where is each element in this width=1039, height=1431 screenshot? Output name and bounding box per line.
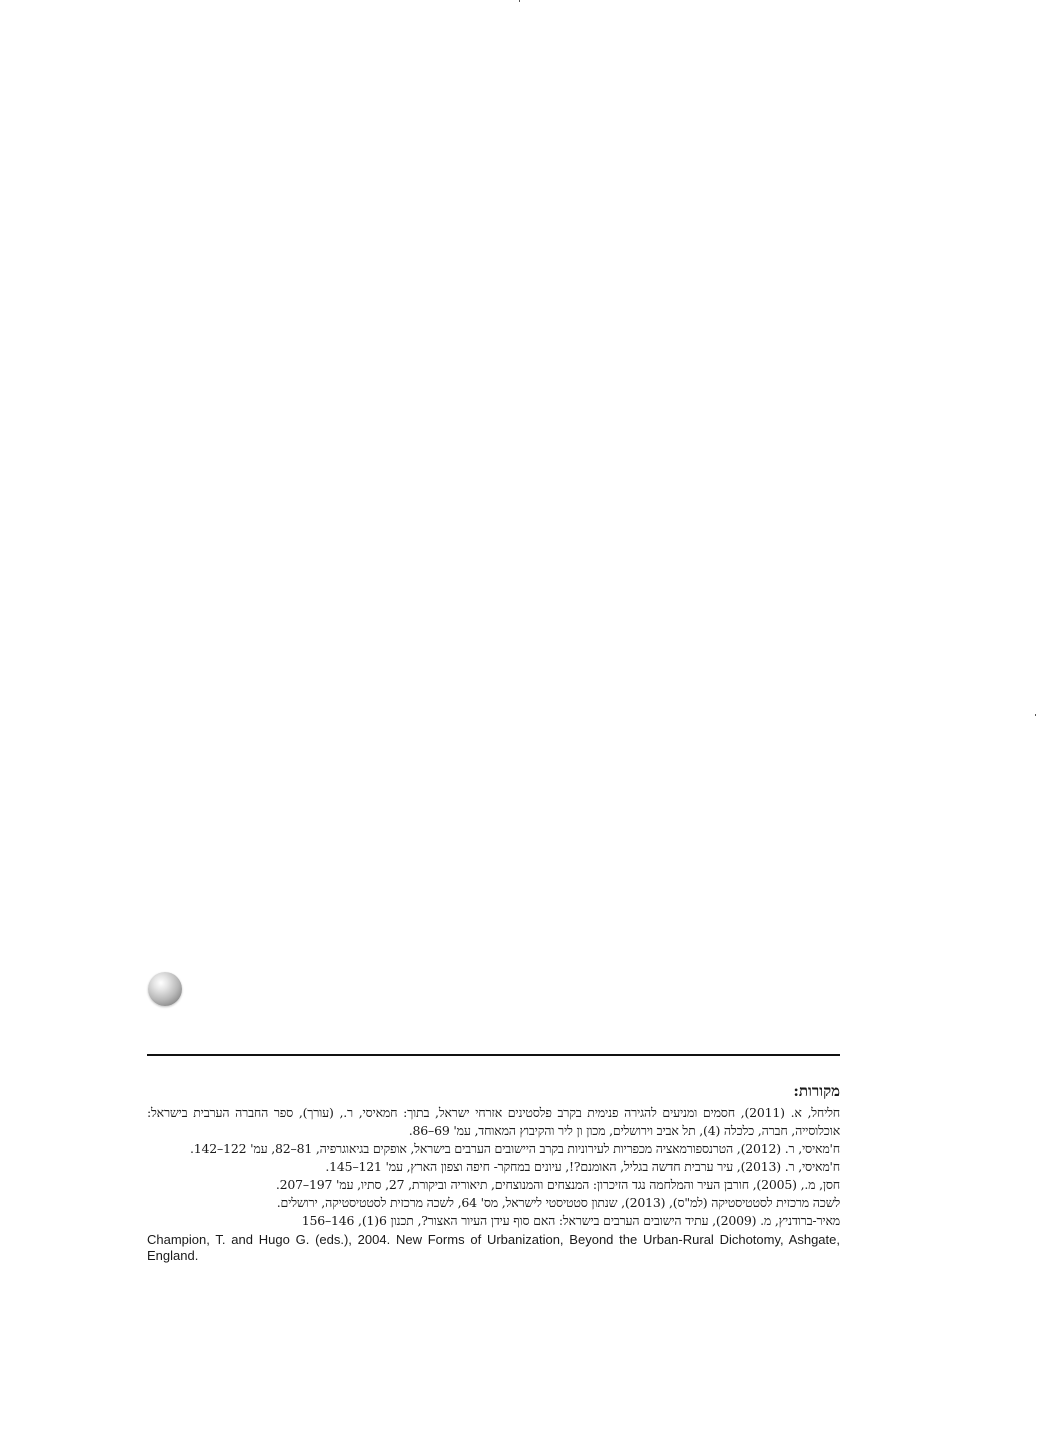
decorative-sphere-icon [148, 972, 182, 1006]
reference-item: ח'מאיסי, ר. (2013), עיר ערבית חדשה בגליל, האומנם?!, עיונים במחקר- חיפה וצפון הארץ, עמ' 121–145. [325, 1159, 840, 1174]
reference-item: חליחל, א. (2011), חסמים ומניעים להגירה פנימית בקרב פלסטינים אזרחי ישראל, בתוך: חמאיסי, ר., (עורך), ספר החברה הערבית בישראל: אוכלוסייה, חברה, כלכלה (4), תל אביב וירושלים, מכון ון ליר והקיבוץ המאוחד, עמ' 69–86. [147, 1105, 841, 1138]
references-list [147, 1104, 840, 1264]
scan-mark-top [519, 0, 520, 2]
reference-item: מאיר-ברודניץ, מ. (2009), עתיד הישובים הערבים בישראל: האם סוף עידן העיור האצור?, תכנון 6(1), 146–156 [301, 1213, 840, 1228]
reference-item: ח'מאיסי, ר. (2012), הטרנספורמאציה מכפריות לעירוניות בקרב היישובים הערבים בישראל, אופקים בגיאוגרפיה, 81–82, עמ' 122–142. [189, 1141, 840, 1156]
references-section [147, 1080, 840, 1264]
section-divider [147, 1054, 840, 1056]
references-title: מקורות: [793, 1082, 840, 1100]
scan-mark-right [1035, 714, 1036, 716]
reference-item-english: Champion, T. and Hugo G. (eds.), 2004. New Forms of Urbanization, Beyond the Urban-Rural Dichotomy, Ashgate, England. [147, 1232, 840, 1263]
reference-item: לשכה מרכזית לסטטיסטיקה (למ"ס), (2013), שנתון סטטיסטי לישראל, מס' 64, לשכה מרכזית לסטטיסטיקה, ירושלים. [276, 1195, 840, 1210]
reference-item: חסן, מ., (2005), חורבן העיר והמלחמה נגד הזיכרון: המנצחים והמנוצחים, תיאוריה וביקורת, 27, סתיו, עמ' 197–207. [275, 1177, 840, 1192]
